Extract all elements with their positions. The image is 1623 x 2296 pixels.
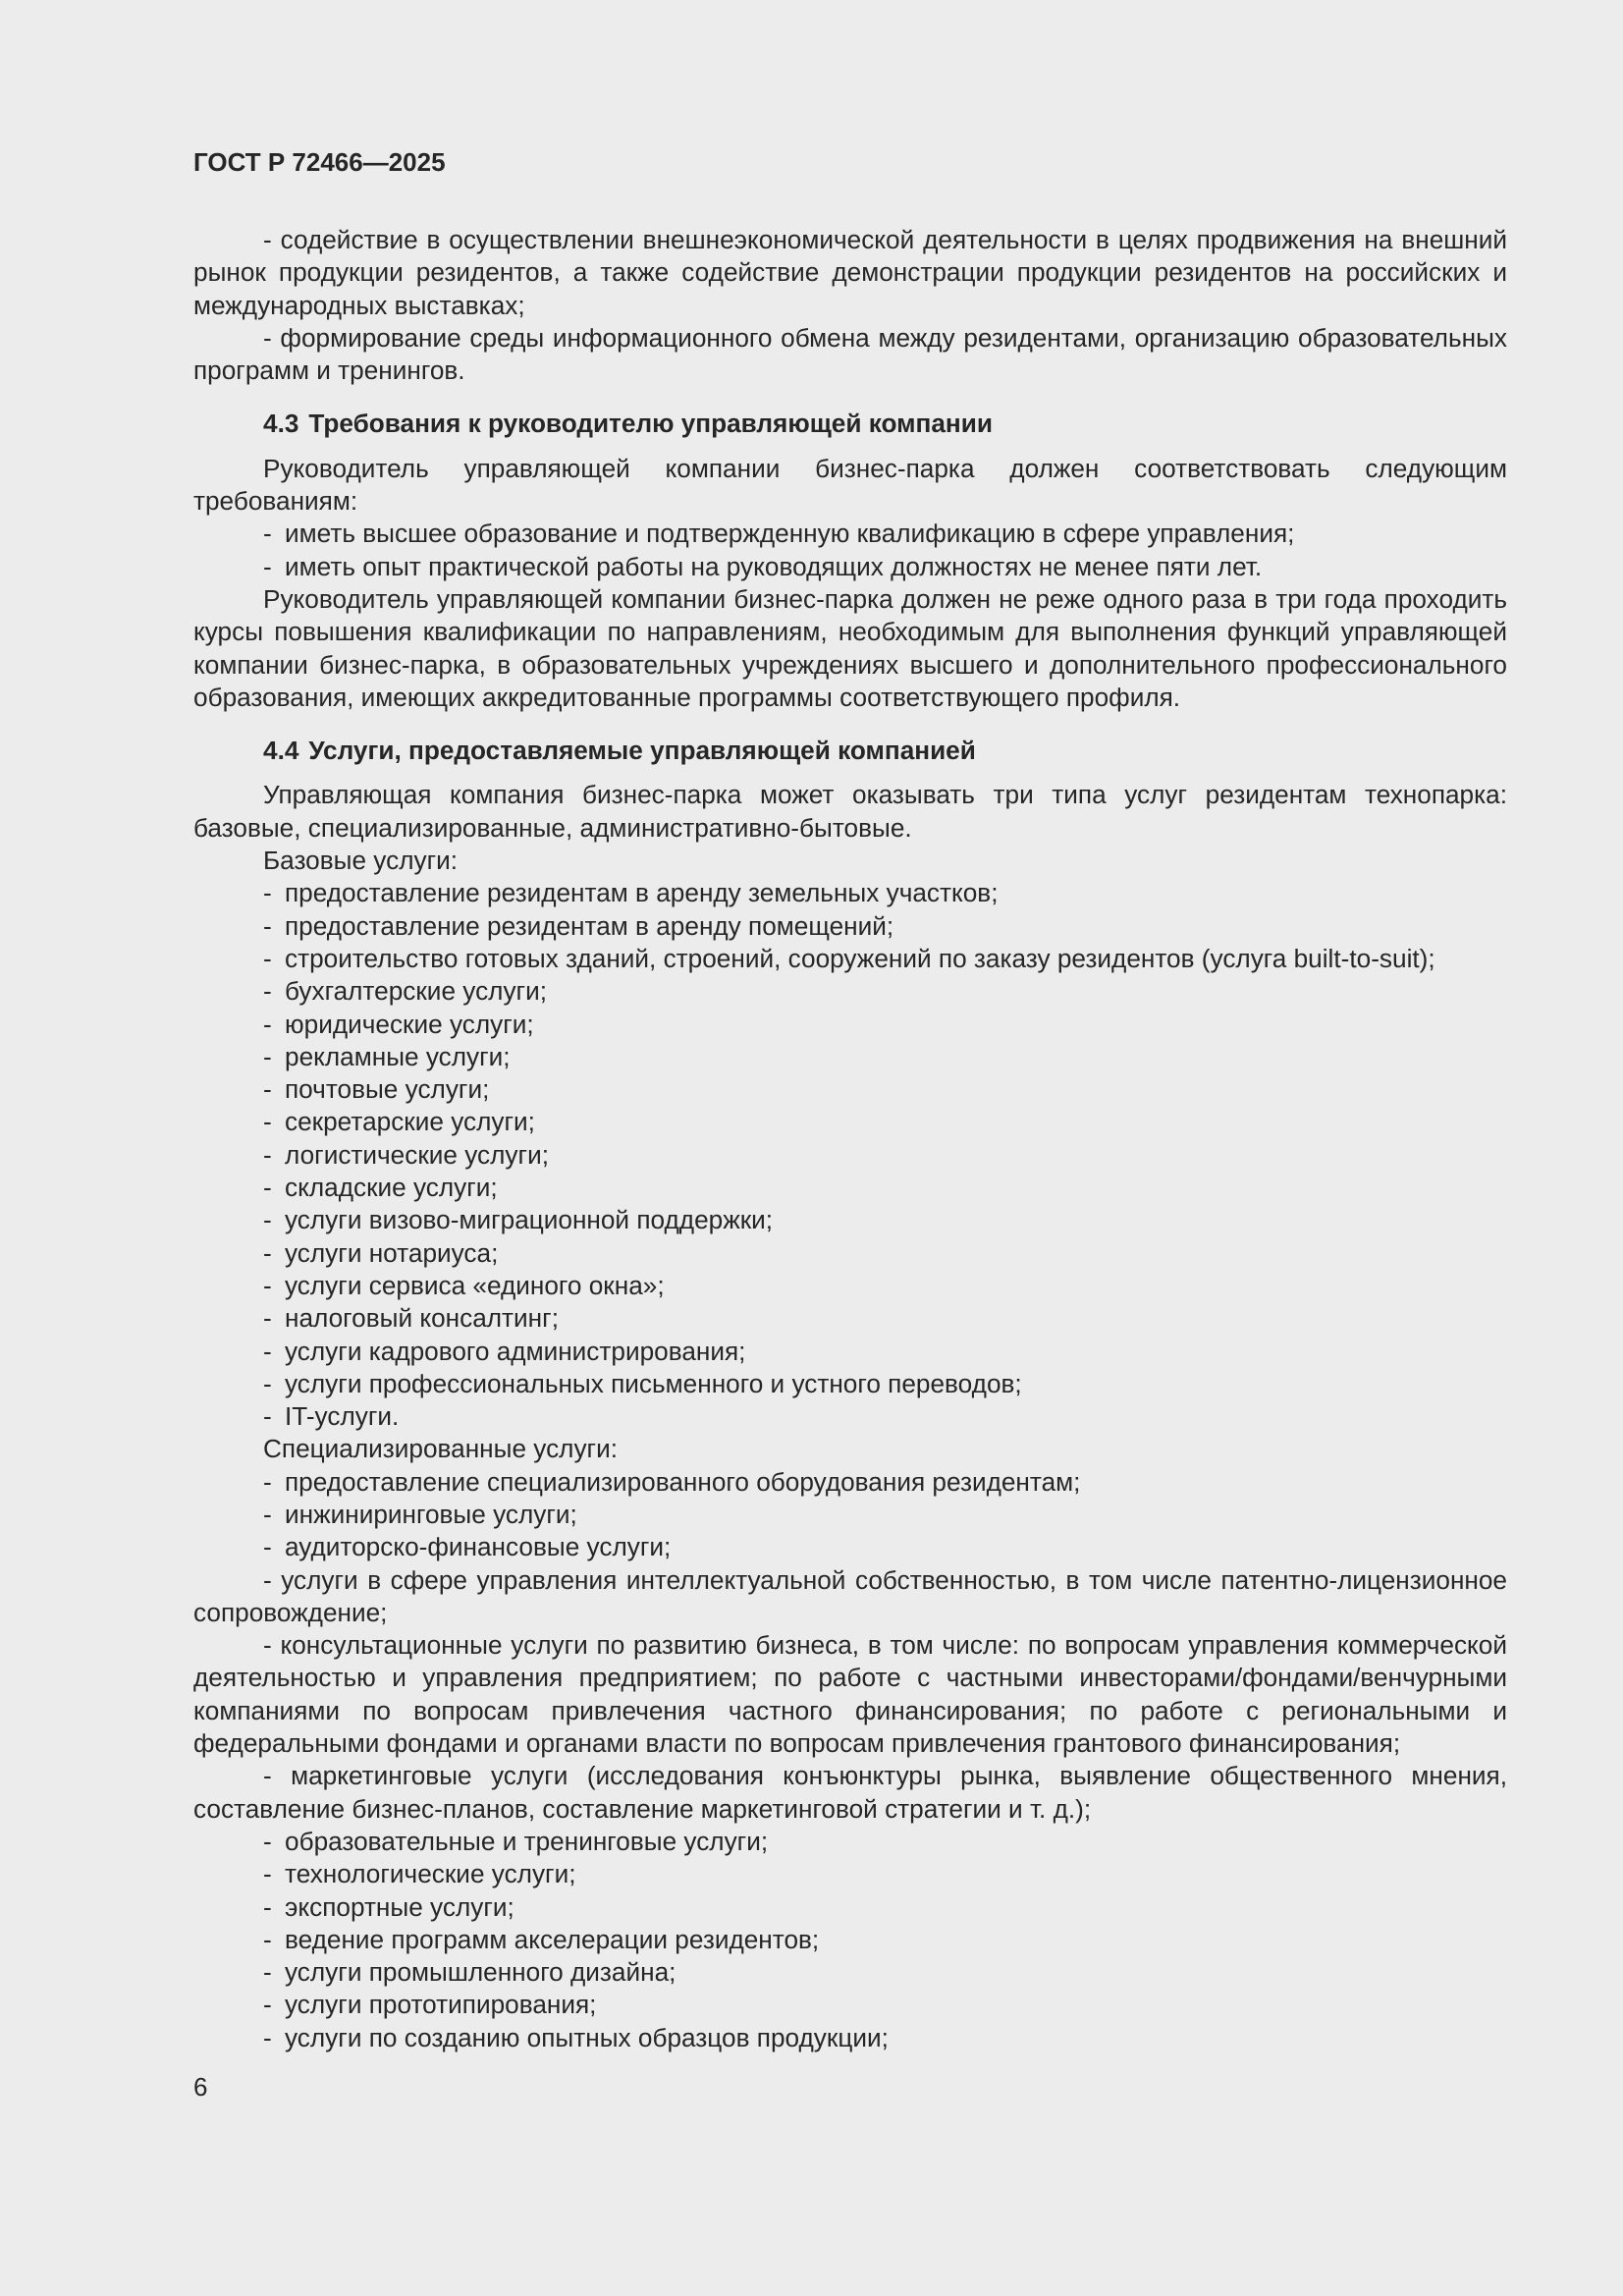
list-dash: - <box>263 1041 272 1071</box>
list-item <box>193 1924 1507 1956</box>
list-item <box>193 1237 1507 1270</box>
spec-services-list <box>193 1466 1507 1564</box>
list-item <box>193 2022 1507 2054</box>
list-item-text: услуги нотариуса; <box>285 1237 499 1268</box>
section-title: Требования к руководителю управляющей компании <box>308 409 993 439</box>
basic-services-label: Базовые услуги: <box>263 846 459 876</box>
list-item: - услуги в сфере управления интеллектуальной собственностью, в том числе патентно-лицензионное сопровождение; <box>193 1564 1507 1627</box>
list-item <box>193 1302 1507 1335</box>
list-item-text: секретарские услуги; <box>285 1107 535 1137</box>
list-dash: - <box>263 1891 272 1922</box>
spec-services-label: Специализированные услуги: <box>263 1434 619 1464</box>
list-dash: - <box>263 1924 272 1954</box>
list-item <box>193 877 1507 909</box>
list-item-text: предоставление резидентам в аренду помещений; <box>285 910 894 941</box>
list-item-text: услуги сервиса «единого окна»; <box>285 1270 665 1300</box>
list-dash: - <box>263 1957 272 1988</box>
list-item <box>193 1139 1507 1172</box>
list-item-text: технологические услуги; <box>285 1859 576 1889</box>
list-item <box>193 1270 1507 1302</box>
list-item <box>193 1531 1507 1563</box>
list-item <box>193 1826 1507 1858</box>
paragraph: Управляющая компания бизнес-парка может оказывать три типа услуг резидентам технопарка: базовые, специализированные, административно-бытовые. <box>193 780 1507 843</box>
basic-services-list <box>193 877 1507 1433</box>
list-item <box>193 551 1507 583</box>
list-dash: - <box>263 1401 272 1432</box>
list-item-text: иметь высшее образование и подтвержденную квалификацию в сфере управления; <box>285 519 1295 549</box>
list-dash: - <box>263 943 272 973</box>
list-item <box>193 1891 1507 1924</box>
list-dash: - <box>263 910 272 941</box>
intro-item: - формирование среды информационного обмена между резидентами, организацию образовательных программ и тренингов. <box>193 322 1507 386</box>
list-item <box>193 1400 1507 1433</box>
list-item-text: аудиторско-финансовые услуги; <box>285 1532 672 1562</box>
list-dash: - <box>263 1499 272 1529</box>
list-dash: - <box>263 2022 272 2052</box>
list-dash: - <box>263 1532 272 1562</box>
document-header: ГОСТ Р 72466—2025 <box>193 147 446 177</box>
list-item <box>193 1466 1507 1499</box>
list-dash: - <box>263 1205 272 1235</box>
section-4-4-heading <box>193 735 1507 767</box>
list-item: - консультационные услуги по развитию бизнеса, в том числе: по вопросам управления коммерческой деятельностью и управления предприятием; по работе с частными инвесторами/фондами/венчурными компаниями по вопросам привлечения частного финансирования; по работе с региональными и федеральными фондами и органами власти по вопросам привлечения грантового финансирования; <box>193 1630 1507 1759</box>
list-item-text: услуги кадрового администрирования; <box>285 1336 746 1366</box>
list-dash: - <box>263 1990 272 2020</box>
list-item <box>193 1368 1507 1400</box>
list-item-text: услуги визово-миграционной поддержки; <box>285 1205 774 1235</box>
list-item-text: услуги промышленного дизайна; <box>285 1957 676 1988</box>
list-item-text: предоставление специализированного оборудования резидентам; <box>285 1466 1081 1497</box>
section-4-3-heading <box>193 408 1507 440</box>
list-item <box>193 1336 1507 1368</box>
list-dash: - <box>263 1336 272 1366</box>
spec-services-list <box>193 1826 1507 2054</box>
paragraph: Руководитель управляющей компании бизнес-парка должен соответствовать следующим требованиям: <box>193 453 1507 517</box>
list-item-text: почтовые услуги; <box>285 1074 490 1105</box>
list-dash: - <box>263 519 272 549</box>
list-dash: - <box>263 1139 272 1170</box>
list-item <box>193 1106 1507 1138</box>
list-item-text: экспортные услуги; <box>285 1891 514 1922</box>
section-number: 4.4 <box>263 736 299 766</box>
section-number: 4.3 <box>263 409 299 439</box>
list-item <box>193 518 1507 550</box>
list-item <box>193 1989 1507 2021</box>
list-item <box>193 910 1507 943</box>
list-item-text: юридические услуги; <box>285 1009 534 1039</box>
list-dash: - <box>263 1237 272 1268</box>
page-number: 6 <box>193 2072 208 2102</box>
list-item-text: ведение программ акселерации резидентов; <box>285 1924 820 1954</box>
list-item <box>193 1041 1507 1073</box>
intro-item: - содействие в осуществлении внешнеэкономической деятельности в целях продвижения на внешний рынок продукции резидентов, а также содействие демонстрации продукции резидентов на российских и международных выставках; <box>193 225 1507 320</box>
section-title: Услуги, предоставляемые управляющей компанией <box>308 736 976 766</box>
list-item-text: услуги профессиональных письменного и устного переводов; <box>285 1368 1022 1398</box>
list-dash: - <box>263 1009 272 1039</box>
list-item <box>193 1172 1507 1204</box>
list-dash: - <box>263 1826 272 1856</box>
list-dash: - <box>263 878 272 908</box>
list-item <box>193 943 1507 975</box>
requirements-list <box>193 518 1507 583</box>
list-item-text: предоставление резидентам в аренду земельных участков; <box>285 878 999 908</box>
list-dash: - <box>263 1368 272 1398</box>
list-item-text: рекламные услуги; <box>285 1041 511 1071</box>
list-dash: - <box>263 1074 272 1105</box>
list-dash: - <box>263 1303 272 1334</box>
list-item <box>193 1956 1507 1989</box>
paragraph: Руководитель управляющей компании бизнес-парка должен не реже одного раза в три года проходить курсы повышения квалификации по направлениям, необходимым для выполнения функций управляющей компании бизнес-парка, в образовательных учреждениях высшего и дополнительного профессионального образования, имеющих аккредитованные программы соответствующего профиля. <box>193 583 1507 712</box>
list-dash: - <box>263 1270 272 1300</box>
list-dash: - <box>263 976 272 1007</box>
list-item-text: складские услуги; <box>285 1173 498 1203</box>
list-item-text: IT-услуги. <box>285 1401 400 1432</box>
list-dash: - <box>263 1466 272 1497</box>
list-item-text: бухгалтерские услуги; <box>285 976 548 1007</box>
list-item-text: образовательные и тренинговые услуги; <box>285 1826 769 1856</box>
list-item <box>193 1204 1507 1236</box>
list-dash: - <box>263 1107 272 1137</box>
list-item <box>193 975 1507 1008</box>
list-dash: - <box>263 551 272 581</box>
list-item <box>193 1009 1507 1041</box>
spec-services-long-list <box>193 1564 1507 1826</box>
list-item-text: строительство готовых зданий, строений, сооружений по заказу резидентов (услуга built-to-suit); <box>285 943 1435 973</box>
list-dash: - <box>263 1173 272 1203</box>
list-item <box>193 1499 1507 1531</box>
list-item-text: услуги по созданию опытных образцов продукции; <box>285 2022 889 2052</box>
list-item-text: услуги прототипирования; <box>285 1990 597 2020</box>
list-dash: - <box>263 1859 272 1889</box>
list-item: - маркетинговые услуги (исследования конъюнктуры рынка, выявление общественного мнения, составление бизнес-планов, составление маркетинговой стратегии и т. д.); <box>193 1761 1507 1824</box>
list-item <box>193 1858 1507 1890</box>
list-item <box>193 1073 1507 1106</box>
list-item-text: налоговый консалтинг; <box>285 1303 559 1334</box>
list-item-text: инжиниринговые услуги; <box>285 1499 577 1529</box>
list-item-text: иметь опыт практической работы на руководящих должностях не менее пяти лет. <box>285 551 1263 581</box>
document-body <box>193 224 1507 2054</box>
list-item-text: логистические услуги; <box>285 1139 549 1170</box>
